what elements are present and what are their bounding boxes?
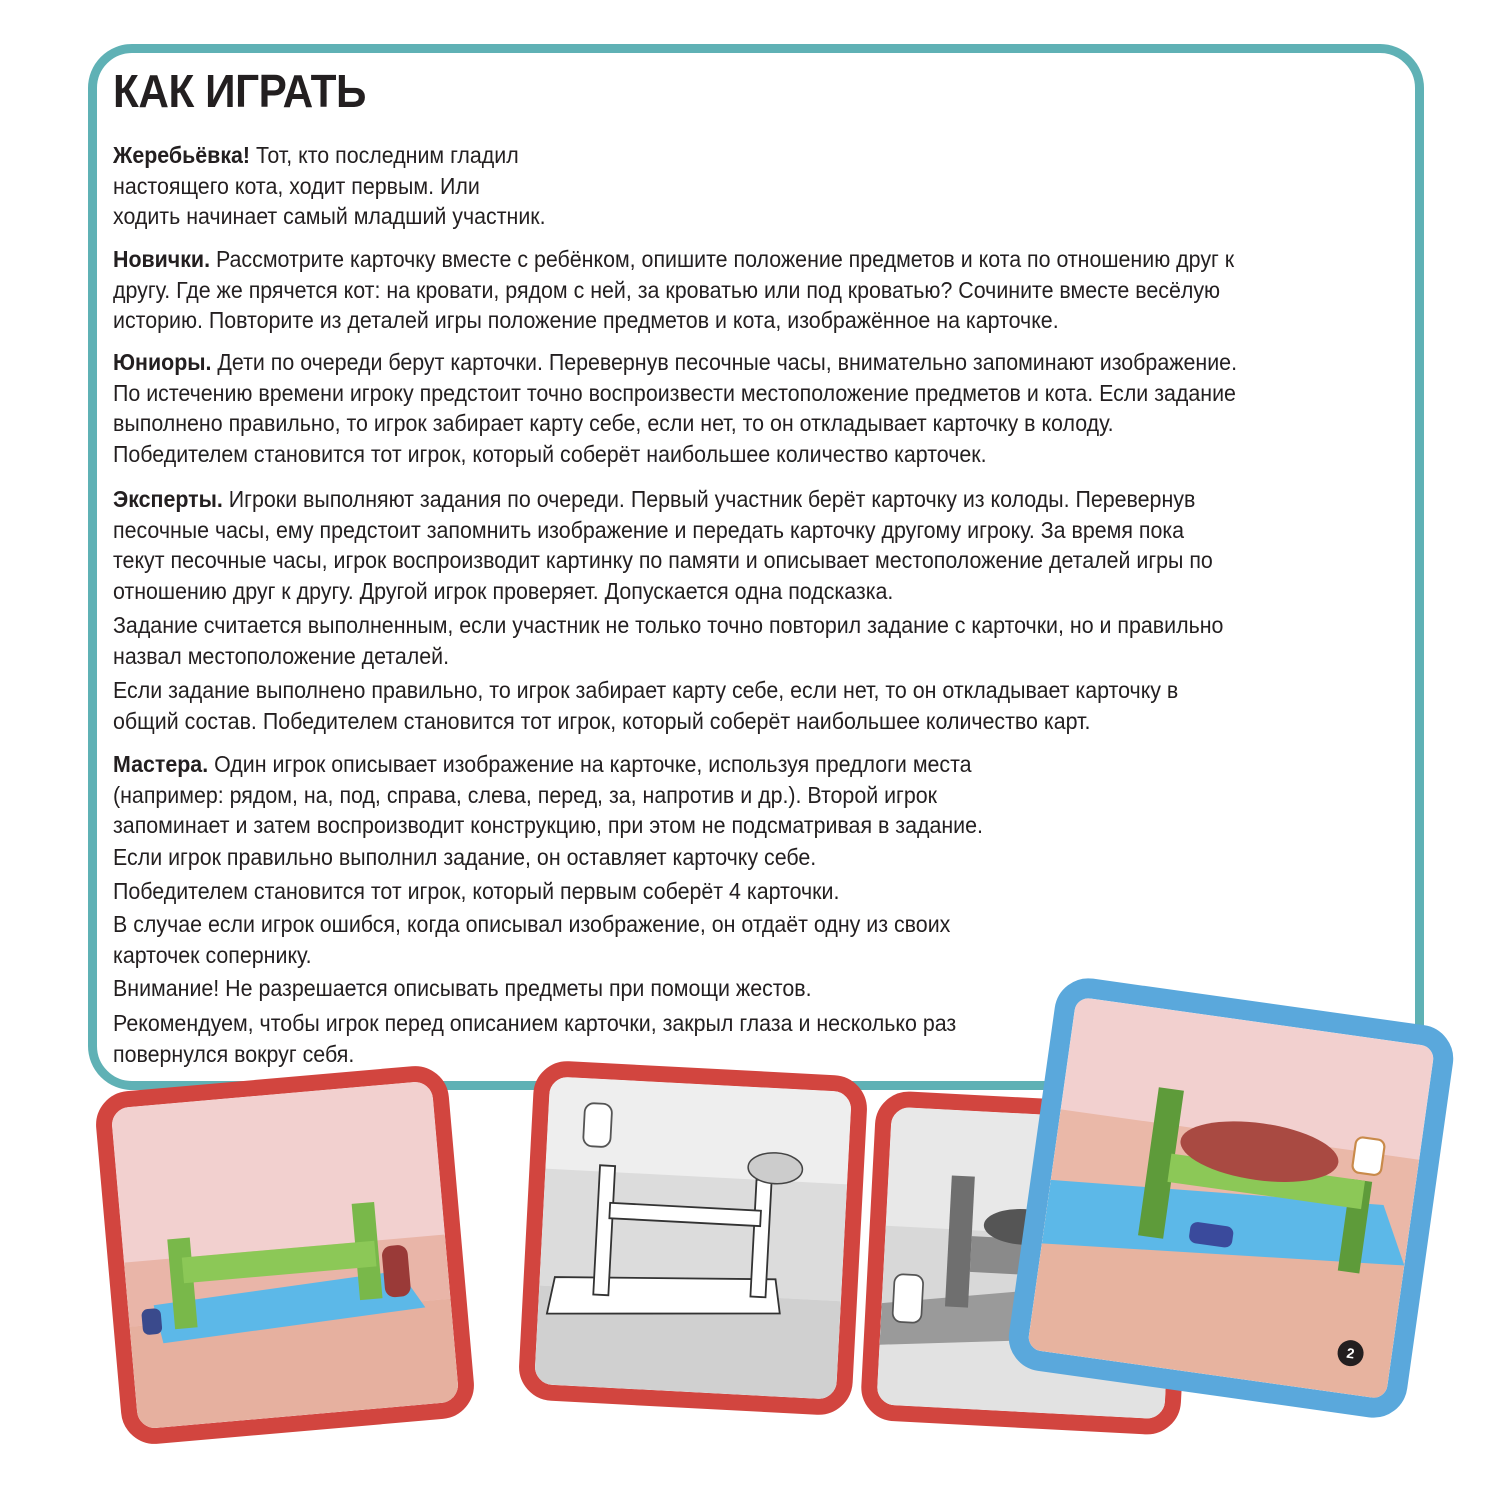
- text-line: песочные часы, ему предстоит запомнить изображение и передать карточку другому игроку. За время пока: [113, 516, 1185, 543]
- rules-experts: [113, 484, 1213, 606]
- text-line: Если игрок правильно выполнил задание, он оставляет карточку себе.: [113, 844, 817, 870]
- rules-experts-3: [113, 675, 1178, 736]
- text-line: ходить начинает самый младший участник.: [113, 203, 546, 229]
- text-line: Мастера. Один игрок описывает изображение на карточке, используя предлоги места: [113, 751, 972, 777]
- section-label: Новички.: [113, 246, 211, 272]
- rules-masters-4: [113, 909, 950, 970]
- text-line: другу. Где же прячется кот: на кровати, рядом с ней, за кроватью или под кроватью? Сочините вместе весёлую: [113, 276, 1221, 303]
- rules-masters-3: [113, 876, 839, 907]
- text-line: Если задание выполнено правильно, то игрок забирает карту себе, если нет, то он откладывает карточку в: [113, 677, 1179, 703]
- text-line: назвал местоположение деталей.: [113, 642, 450, 669]
- section-label: Юниоры.: [113, 349, 212, 375]
- card-1-illustration: [111, 1081, 460, 1430]
- text-line: Задание считается выполненным, если участник не только точно повторил задание с карточки, но и правильно: [113, 612, 1224, 638]
- text-line: отношению друг к другу. Другой игрок проверяет. Допускается одна подсказка.: [113, 577, 894, 604]
- text-line: Победителем становится тот игрок, который первым соберёт 4 карточки.: [113, 878, 840, 904]
- text-line: Жеребьёвка! Тот, кто последним гладил: [113, 142, 519, 168]
- text-line: настоящего кота, ходит первым. Или: [113, 172, 480, 199]
- text-line: повернулся вокруг себя.: [113, 1040, 355, 1067]
- section-label: Жеребьёвка!: [113, 142, 251, 168]
- text-line: В случае если игрок ошибся, когда описывал изображение, он отдаёт одну из своих: [113, 911, 951, 937]
- page-title: КАК ИГРАТЬ: [113, 65, 367, 117]
- card-4: [1004, 974, 1457, 1422]
- text-line: Эксперты. Игроки выполняют задания по очереди. Первый участник берёт карточку из колоды. Перевернув: [113, 486, 1196, 512]
- card-2: [517, 1059, 868, 1416]
- card-2-illustration: [534, 1076, 852, 1399]
- text-line: Внимание! Не разрешается описывать предметы при помощи жестов.: [113, 975, 812, 1001]
- text-line: Рекомендуем, чтобы игрок перед описанием карточки, закрыл глаза и несколько раз: [113, 1010, 957, 1036]
- text-line: карточек сопернику.: [113, 941, 312, 968]
- text-line: запоминает и затем воспроизводит конструкцию, при этом не подсматривая в задание.: [113, 812, 983, 838]
- card-number-badge: 2: [1336, 1338, 1365, 1367]
- rules-experts-2: [113, 610, 1223, 671]
- text-line: историю. Повторите из деталей игры положение предметов и кота, изображённое на карточке.: [113, 307, 1059, 333]
- text-line: текут песочные часы, игрок воспроизводит картинку по памяти и описывает местоположение деталей игры по: [113, 547, 1213, 573]
- rules-draw: [113, 140, 546, 232]
- rules-juniors: [113, 347, 1237, 469]
- rules-masters-5: [113, 973, 812, 1004]
- card-4-illustration: [1027, 997, 1435, 1400]
- text-line: общий состав. Победителем становится тот игрок, который соберёт наибольшее количество карт.: [113, 707, 1091, 734]
- text-line: Юниоры. Дети по очереди берут карточки. Перевернув песочные часы, внимательно запоминают изображение.: [113, 349, 1238, 375]
- rules-beginners: [113, 244, 1234, 336]
- section-label: Эксперты.: [113, 486, 223, 512]
- text-line: Победителем становится тот игрок, который соберёт наибольшее количество карточек.: [113, 440, 987, 467]
- text-line: (например: рядом, на, под, справа, слева, перед, за, напротив и др.). Второй игрок: [113, 781, 938, 808]
- rules-masters-2: [113, 842, 816, 873]
- card-1: [93, 1063, 477, 1447]
- text-line: По истечению времени игроку предстоит точно воспроизвести местоположение предметов и кота. Если задание: [113, 379, 1236, 406]
- rules-masters-6: [113, 1008, 956, 1069]
- text-line: Новички. Рассмотрите карточку вместе с ребёнком, опишите положение предметов и кота по отношению друг к: [113, 246, 1235, 272]
- section-label: Мастера.: [113, 751, 209, 777]
- rules-masters: [113, 749, 983, 841]
- text-line: выполнено правильно, то игрок забирает карту себе, если нет, то он откладывает карточку в колоду.: [113, 410, 1114, 436]
